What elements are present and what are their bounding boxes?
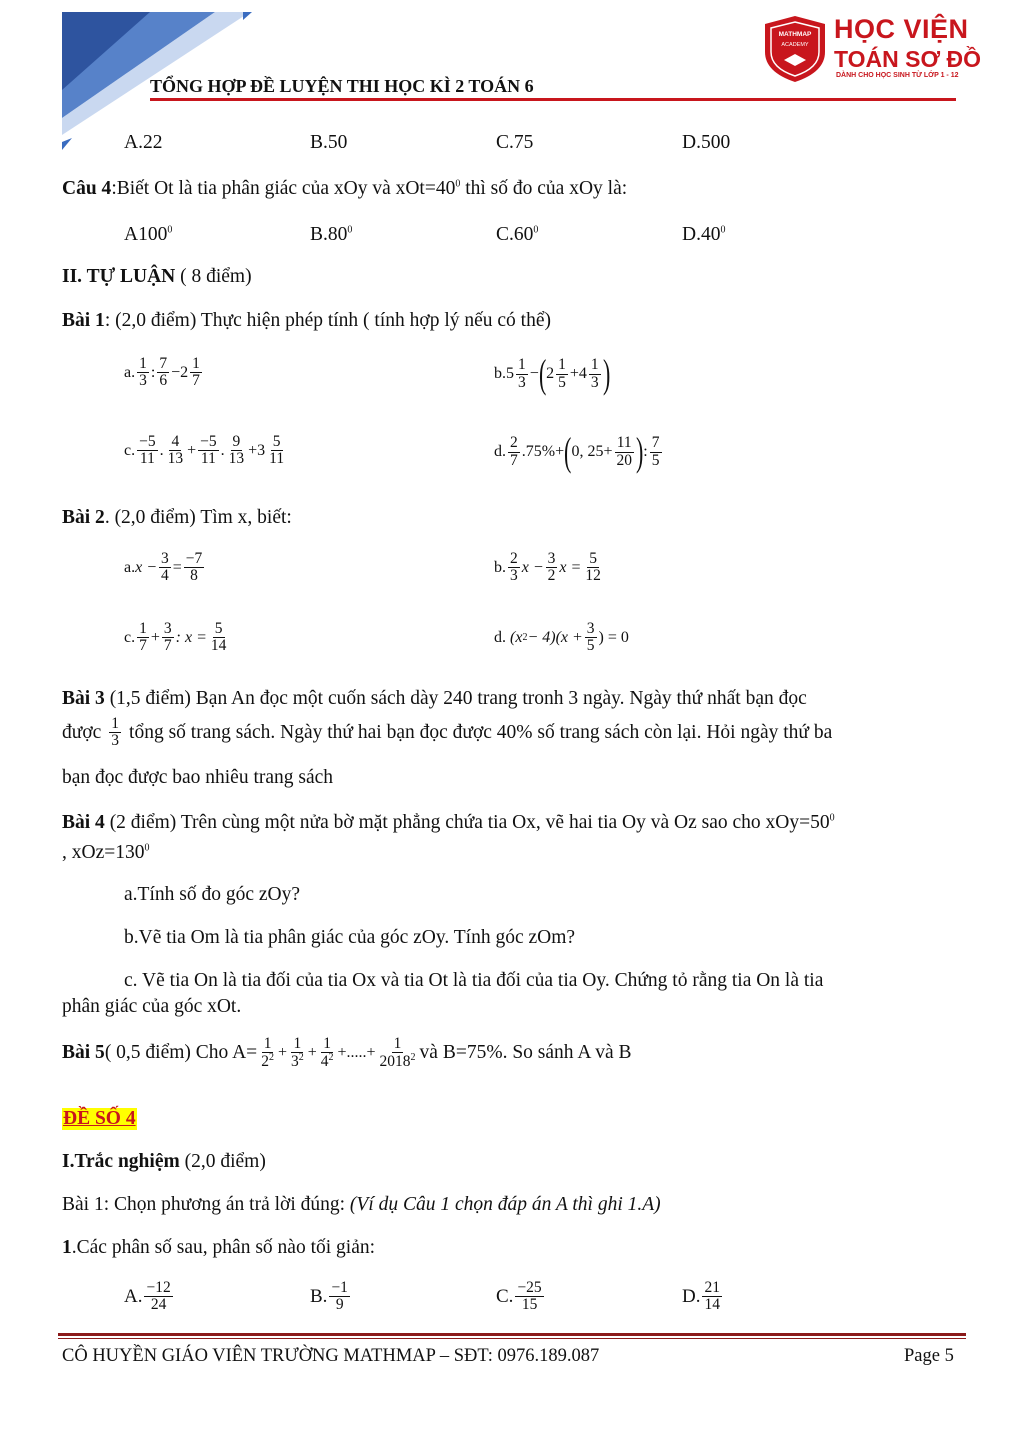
- bai2-d: d. (x 2 − 4)(x + $\frac{3}{5}$ ) = 0: [494, 620, 629, 655]
- option-d: D.500: [682, 132, 731, 153]
- bai1-d: d. $\frac{2}{7}$ .75%+ ( 0, 25+ $\frac{11}{20}$ ) : $\frac{7}{5}$: [494, 429, 660, 474]
- bai1-b: b. 5 $\frac{1}{3}$ − ( 2 $\frac{1}{5}$ +4 $\frac{1}{3}$ ): [494, 351, 610, 396]
- option-d: $D.40^0$: [682, 224, 726, 245]
- bai5: Bài 5 ( 0,5 điểm) Cho A= $\frac{1}{2^2}$ + $\frac{1}{3^2}$ + $\frac{1}{4^2}$ +.....+ $\frac{1}{2018^2}$ và B=75%. So sánh A và B: [62, 1035, 632, 1071]
- footer-page: Page 5: [904, 1346, 954, 1366]
- logo-line1: HỌC VIỆN: [834, 14, 969, 44]
- option-d: D. $\frac{21}{14}$: [682, 1279, 720, 1314]
- bai2-a: a. x − $\frac{3}{4}$ = $\frac{-7}{8}$: [124, 550, 203, 585]
- bai4-a: a.Tính số đo góc zOy?: [124, 884, 300, 905]
- section-2-heading: II. TỰ LUẬN ( 8 điểm): [62, 266, 252, 287]
- shield-icon: [762, 14, 828, 84]
- logo-badge-mid: ACADEMY: [781, 42, 809, 48]
- option-b: B.50: [310, 132, 348, 153]
- bai1-c: c. $\frac{-5}{11}$ . $\frac{4}{13}$ + $\frac{-5}{11}$ . $\frac{9}{13}$ +3 $\frac{5}{11}$: [124, 433, 285, 468]
- bai1-a: a. $\frac{1}{3}$ : $\frac{7}{6}$ −2 $\frac{1}{7}$: [124, 355, 200, 390]
- bai3-line2: được $\frac{1}{3}$ tổng số trang sách. Ngày thứ hai bạn đọc được 40% số trang sách còn lại. Hỏi ngày thứ ba: [62, 715, 833, 750]
- header-rule: [150, 98, 956, 101]
- logo-tagline: DÀNH CHO HỌC SINH TỪ LỚP 1 - 12: [836, 72, 959, 79]
- header-decoration: [0, 0, 260, 150]
- bai1-heading: Bài 1: (2,0 điểm) Thực hiện phép tính ( tính hợp lý nếu có thể): [62, 310, 551, 331]
- option-b: $B.80^0$: [310, 224, 353, 245]
- footer-rule: [58, 1333, 966, 1336]
- bai4-line2: , $xOz=130^0$: [62, 842, 150, 863]
- bai3-line1: Bài 3 (1,5 điểm) Bạn An đọc một cuốn sách dày 240 trang tronh 3 ngày. Ngày thứ nhất bạn đọc: [62, 688, 807, 709]
- option-a: A.22: [124, 132, 163, 153]
- bai2-heading: Bài 2. (2,0 điểm) Tìm x, biết:: [62, 507, 292, 528]
- footer-rule-thin: [58, 1338, 966, 1339]
- option-c: $C.60^0$: [496, 224, 539, 245]
- option-c: C. $\frac{-25}{15}$: [496, 1279, 542, 1314]
- de4-heading: ĐỀ SỐ 4: [63, 1108, 136, 1129]
- question-4: Câu 4:Biết Ot là tia phân giác của xOy và $xOt=40^0$ thì số đo của xOy là:: [62, 178, 628, 199]
- option-a: A. $\frac{-12}{24}$: [124, 1279, 171, 1314]
- option-c: C.75: [496, 132, 534, 153]
- logo-line2: TOÁN SƠ ĐỒ: [834, 46, 981, 72]
- q4-label: Câu 4: [62, 178, 112, 199]
- bai3-line3: bạn đọc được bao nhiêu trang sách: [62, 767, 334, 788]
- bai4-c2: phân giác của góc xOt.: [62, 996, 242, 1017]
- logo-badge-top: MATHMAP: [778, 31, 812, 38]
- bai4-c1: c. Vẽ tia On là tia đối của tia Ox và tia Ot là tia đối của tia Oy. Chứng tỏ rằng tia On là tia: [124, 970, 824, 991]
- option-a: $A100^0$: [124, 224, 173, 245]
- bai2-b: b. $\frac{2}{3}$ x − $\frac{3}{2}$ x = $\frac{5}{12}$: [494, 550, 601, 585]
- option-b: B. $\frac{-1}{9}$: [310, 1279, 348, 1314]
- bai4-line1: Bài 4 (2 điểm) Trên cùng một nửa bờ mặt phẳng chứa tia Ox, vẽ hai tia Oy và Oz sao cho $xOy=50^0$: [62, 812, 835, 833]
- logo: [762, 14, 982, 86]
- part1-heading: I.Trắc nghiệm (2,0 điểm): [62, 1151, 266, 1172]
- footer-left: CÔ HUYỀN GIÁO VIÊN TRƯỜNG MATHMAP – SĐT: 0976.189.087: [62, 1346, 600, 1366]
- q1-de4: 1.Các phân số sau, phân số nào tối giản:: [62, 1237, 376, 1258]
- bai1-de4: Bài 1: Chọn phương án trả lời đúng: (Ví dụ Câu 1 chọn đáp án A thì ghi 1.A): [62, 1194, 661, 1215]
- bai2-c: c. $\frac{1}{7}$ + $\frac{3}{7}$ : x = $\frac{5}{14}$: [124, 620, 227, 655]
- header-title: TỔNG HỢP ĐỀ LUYỆN THI HỌC KÌ 2 TOÁN 6: [150, 76, 534, 96]
- bai4-b: b.Vẽ tia Om là tia phân giác của góc zOy. Tính góc zOm?: [124, 927, 576, 948]
